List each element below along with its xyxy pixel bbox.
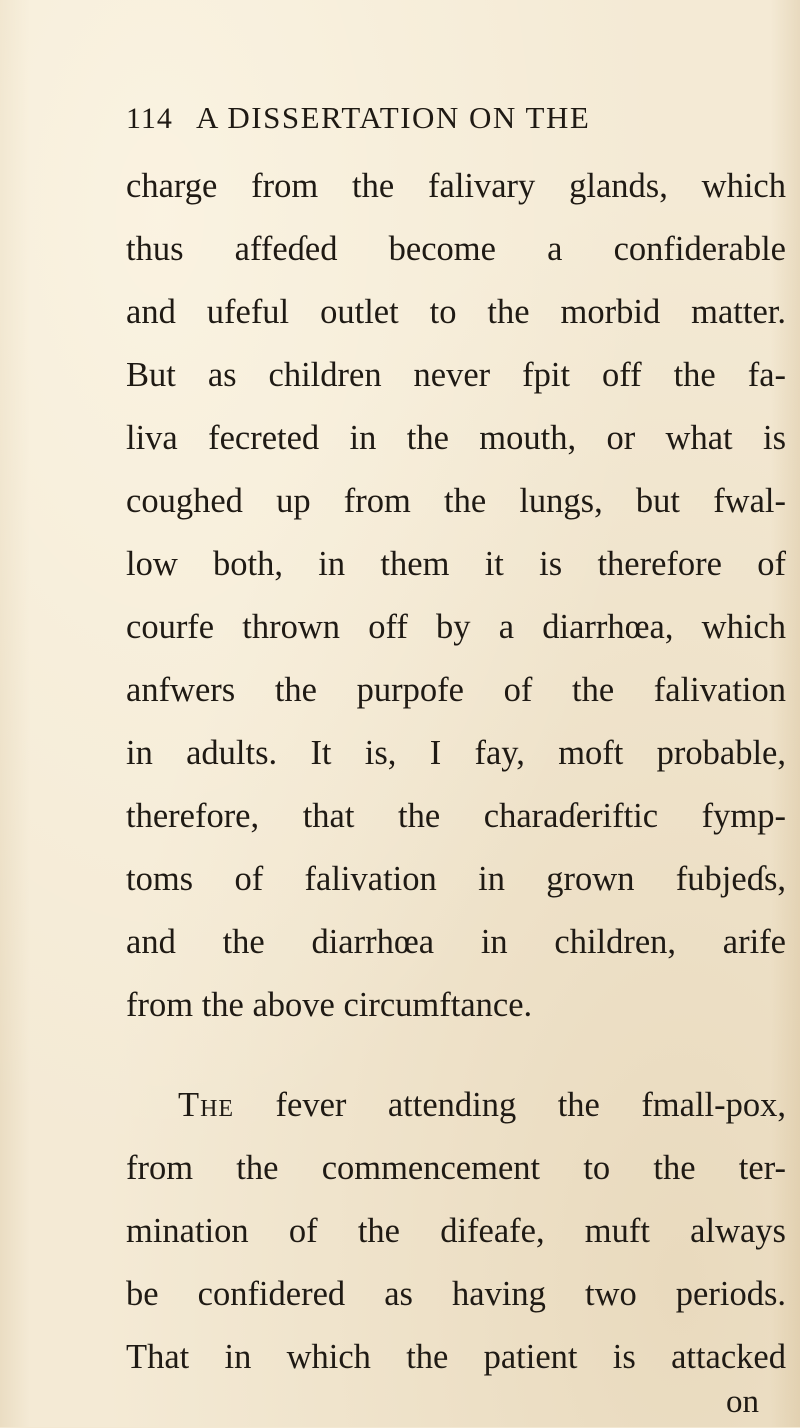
page-header [126, 100, 746, 152]
text-line: in adults. It is, I fay, moft probable, [126, 734, 786, 772]
drop-word: The [178, 1086, 235, 1124]
text-line: and ufeful outlet to the morbid matter. [126, 293, 786, 331]
text-line [178, 1079, 786, 1131]
text-line: courfe thrown off by a diarrhœa, which [126, 608, 786, 646]
text-line: from the commencement to the ter- [126, 1149, 786, 1187]
text-line: and the diarrhœa in children, arife [126, 923, 786, 961]
text-line: toms of falivation in grown fubjeɗs, [126, 860, 786, 898]
text-line: anfwers the purpofe of the falivation [126, 671, 786, 709]
text-line: low both, in them it is therefore of [126, 545, 786, 583]
text-line: from the above circumftance. [126, 986, 533, 1024]
text-line: That in which the patient is attacked [126, 1338, 786, 1376]
text-line: coughed up from the lungs, but fwal- [126, 482, 786, 520]
text-line: thus affeɗed become a confiderable [126, 230, 786, 268]
text-line: mination of the difeafe, muft always [126, 1212, 786, 1250]
text-line: charge from the falivary glands, which [126, 167, 786, 205]
text-line-rest: fever attending the fmall-pox, [234, 1086, 786, 1124]
text-line: therefore, that the charaɗeriftic fymp- [126, 797, 786, 835]
catchword: on [726, 1384, 759, 1420]
text-line: liva fecreted in the mouth, or what is [126, 419, 786, 457]
running-head: A DISSERTATION ON THE [195, 100, 591, 135]
page-number: 114 [126, 102, 173, 135]
text-line: be confidered as having two periods. [126, 1275, 786, 1313]
text-line: But as children never fpit off the fa- [126, 356, 786, 394]
